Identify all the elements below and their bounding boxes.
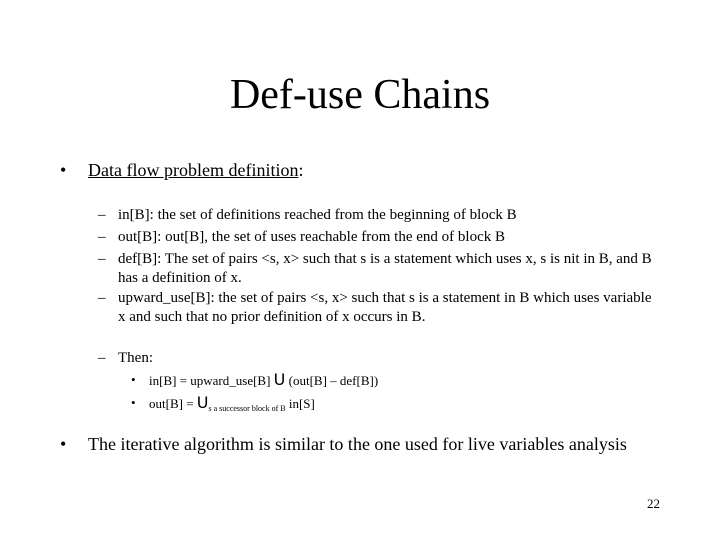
definition-text: in[B]: the set of definitions reached from the beginning of block B	[118, 207, 517, 223]
slide-title: Def-use Chains	[229, 72, 491, 118]
equation-text	[149, 371, 378, 390]
bullet-marker: •	[60, 160, 67, 180]
bullet-marker: •	[131, 395, 136, 410]
dash-marker: –	[98, 207, 106, 223]
definition-text: out[B]: out[B], the set of uses reachable from the end of block B	[118, 229, 505, 245]
equation-lhs: in[B] = upward_use[B]	[149, 373, 274, 388]
dash-marker: –	[98, 229, 106, 245]
union-symbol: U	[196, 393, 209, 412]
equation-text	[149, 394, 315, 418]
bullet-marker: •	[60, 434, 67, 454]
underlined-term: Data flow problem definition	[88, 160, 299, 180]
bullet-marker: •	[131, 372, 136, 387]
equation-rhs: in[S]	[285, 396, 315, 411]
bullet-suffix: :	[298, 160, 304, 180]
equation-rhs: (out[B] – def[B])	[285, 373, 379, 388]
definition-text: upward_use[B]: the set of pairs <s, x> such that s is a statement in B which uses variable x and such that no prior definition of x occurs in B.	[118, 290, 652, 325]
dash-marker: –	[98, 251, 106, 267]
equation-lhs: out[B] =	[149, 396, 197, 411]
bullet-text	[88, 160, 658, 180]
definition-text: def[B]: The set of pairs <s, x> such that s is a statement which uses x, s is nit in B, and B has a definition of x.	[118, 251, 652, 286]
then-label: Then:	[118, 350, 153, 366]
bullet-text: The iterative algorithm is similar to the one used for live variables analysis	[88, 434, 627, 454]
dash-marker: –	[98, 290, 106, 306]
dash-marker: –	[98, 350, 106, 366]
union-symbol: U	[273, 370, 286, 389]
page-number: 22	[647, 496, 660, 511]
union-subscript: s a successor block of B	[208, 404, 286, 413]
